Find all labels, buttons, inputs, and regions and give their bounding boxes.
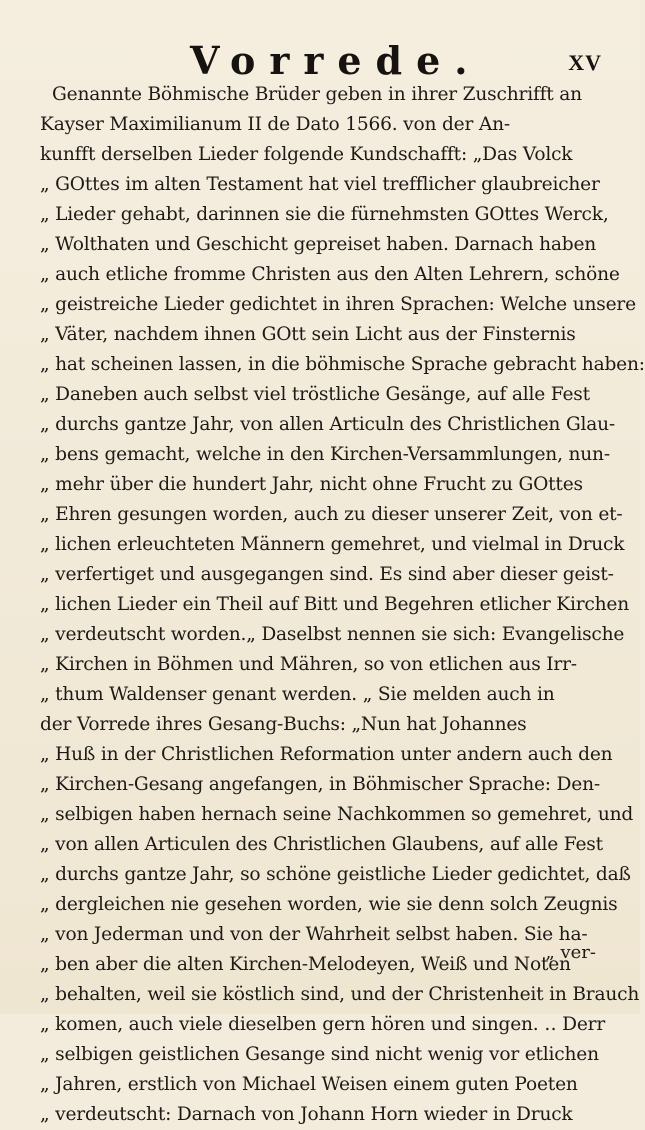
- text-line: der Vorrede ihres Gesang-Buchs: „Nun hat Johannes: [40, 714, 527, 735]
- text-line: „ durchs gantze Jahr, von allen Articuln des Christlichen Glau-: [40, 414, 616, 435]
- text-line: „ Wolthaten und Geschicht gepreiset haben. Darnach haben: [40, 234, 597, 255]
- text-line: „ selbigen haben hernach seine Nachkommen so gemehret, und: [40, 804, 634, 825]
- text-line: „ Jahren, erstlich von Michael Weisen einem guten Poeten: [40, 1074, 578, 1095]
- text-line: „ Kirchen-Gesang angefangen, in Böhmischer Sprache: Den-: [40, 774, 600, 795]
- text-line: „ Lieder gehabt, darinnen sie die fürnehmsten GOttes Werck,: [40, 204, 609, 225]
- text-line: „ hat scheinen lassen, in die böhmische Sprache gebracht haben:: [40, 354, 645, 375]
- text-line: „ von allen Articulen des Christlichen Glaubens, auf alle Fest: [40, 834, 603, 855]
- body-text: [40, 80, 645, 1130]
- text-line: „ selbigen geistlichen Gesange sind nicht wenig vor etlichen: [40, 1044, 599, 1065]
- text-line: „ auch etliche fromme Christen aus den Alten Lehrern, schöne: [40, 264, 620, 285]
- text-line: „ verdeutscht: Darnach von Johann Horn wieder in Druck: [40, 1104, 573, 1125]
- text-line: „ durchs gantze Jahr, so schöne geistliche Lieder gedichtet, daß: [40, 864, 631, 885]
- text-line: „ Ehren gesungen worden, auch zu dieser unserer Zeit, von et-: [40, 504, 623, 525]
- text-line: „ Väter, nachdem ihnen GOtt sein Licht aus der Finsternis: [40, 324, 576, 345]
- text-line: „ GOttes im alten Testament hat viel trefflicher glaubreicher: [40, 174, 600, 195]
- text-line: „ lichen erleuchteten Männern gemehret, und vielmal in Druck: [40, 534, 625, 555]
- text-line: „ Daneben auch selbst viel tröstliche Gesänge, auf alle Fest: [40, 384, 590, 405]
- text-line: „ Kirchen in Böhmen und Mähren, so von etlichen aus Irr-: [40, 654, 577, 675]
- page-number: XV: [568, 50, 602, 75]
- text-line: „ Huß in der Christlichen Reformation unter andern auch den: [40, 744, 613, 765]
- text-line: „ behalten, weil sie köstlich sind, und der Christenheit in Brauch: [40, 984, 640, 1005]
- text-line: „ ben aber die alten Kirchen-Melodeyen, Weiß und Noten: [40, 954, 571, 975]
- text-line: Kayser Maximilianum II de Dato 1566. von der An-: [40, 114, 510, 135]
- text-line: „ thum Waldenser genant werden. „ Sie melden auch in: [40, 684, 555, 705]
- text-line: „ geistreiche Lieder gedichtet in ihren Sprachen: Welche unsere: [40, 294, 636, 315]
- text-line: „ verfertiget und ausgegangen sind. Es sind aber dieser geist-: [40, 564, 614, 585]
- text-line: „ mehr über die hundert Jahr, nicht ohne Frucht zu GOttes: [40, 474, 583, 495]
- catchword: „ ver-: [545, 942, 596, 963]
- text-line: „ verdeutscht worden.„ Daselbst nennen sie sich: Evangelische: [40, 624, 625, 645]
- text-line: „ komen, auch viele dieselben gern hören und singen. ‥ Derr: [40, 1014, 606, 1035]
- running-header: [0, 38, 640, 82]
- text-line: „ lichen Lieder ein Theil auf Bitt und Begehren etlicher Kirchen: [40, 594, 630, 615]
- text-line: kunfft derselben Lieder folgende Kundschafft: „Das Volck: [40, 144, 573, 165]
- text-line: „ von Jederman und von der Wahrheit selbst haben. Sie ha-: [40, 924, 588, 945]
- text-line: „ dergleichen nie gesehen worden, wie sie denn solch Zeugnis: [40, 894, 618, 915]
- text-line: Genannte Böhmische Brüder geben in ihrer Zuschrifft an: [52, 84, 582, 105]
- text-line: „ bens gemacht, welche in den Kirchen-Versammlungen, nun-: [40, 444, 610, 465]
- running-title: Vorrede.: [190, 38, 482, 83]
